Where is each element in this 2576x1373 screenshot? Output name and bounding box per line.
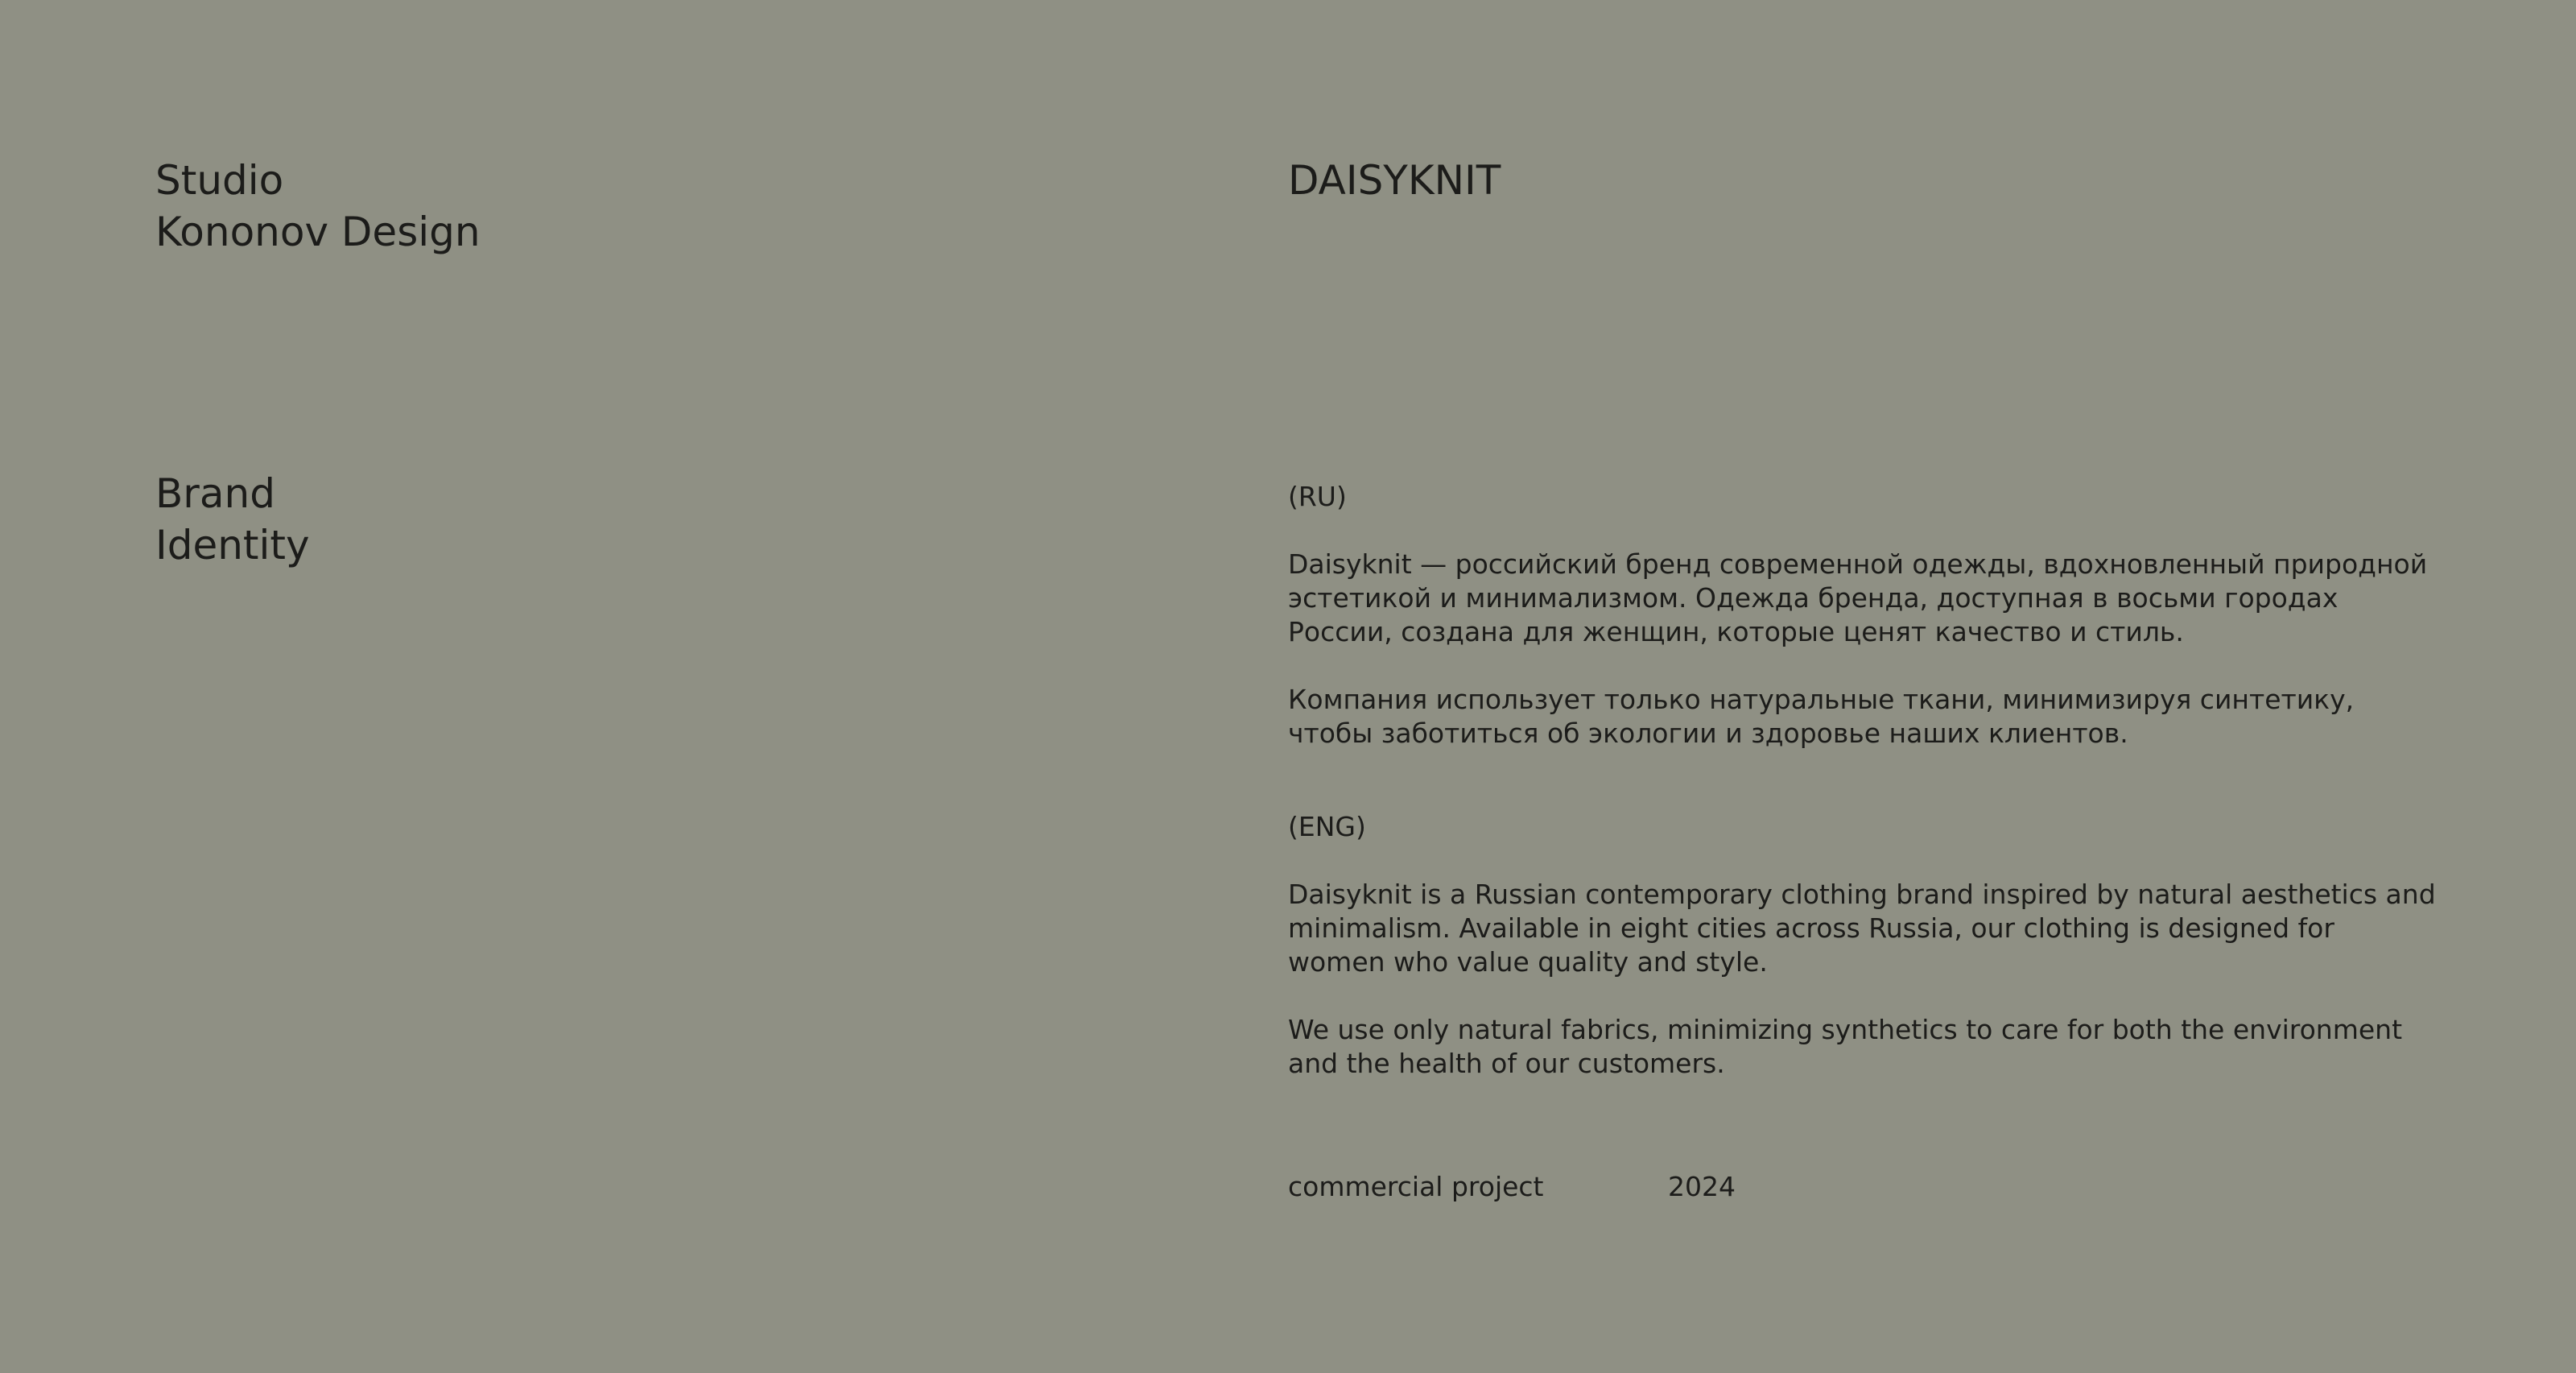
project-description <box>1288 480 2439 1081</box>
studio-name-line1: Studio <box>155 157 284 204</box>
ru-label: (RU) <box>1288 481 1347 512</box>
project-type: commercial project <box>1288 1171 1544 1202</box>
studio-name-line2: Kononov Design <box>155 209 481 255</box>
ru-paragraph-1: Daisyknit — российский бренд современной одежды, вдохновленный природной эстетикой и минимализмом. Одежда бренда, доступная в восьми городах России, создана для женщин, которые ценят качество и стиль. <box>1288 548 2428 647</box>
project-meta <box>1288 1170 1736 1204</box>
eng-paragraph-1: Daisyknit is a Russian contemporary clothing brand inspired by natural aesthetics and minimalism. Available in eight cities across Russia, our clothing is designed for women who value quality and style. <box>1288 879 2436 978</box>
project-year: 2024 <box>1668 1171 1736 1202</box>
project-category <box>155 468 310 571</box>
eng-label: (ENG) <box>1288 811 1366 842</box>
studio-name <box>155 155 481 258</box>
project-category-line1: Brand <box>155 470 275 517</box>
project-category-line2: Identity <box>155 522 310 569</box>
eng-paragraph-2: We use only natural fabrics, minimizing synthetics to care for both the environment and the health of our customers. <box>1288 1014 2403 1079</box>
ru-paragraph-2: Компания использует только натуральные ткани, минимизируя синтетику, чтобы заботиться об экологии и здоровье наших клиентов. <box>1288 684 2355 749</box>
brand-title: DAISYKNIT <box>1288 157 1501 204</box>
